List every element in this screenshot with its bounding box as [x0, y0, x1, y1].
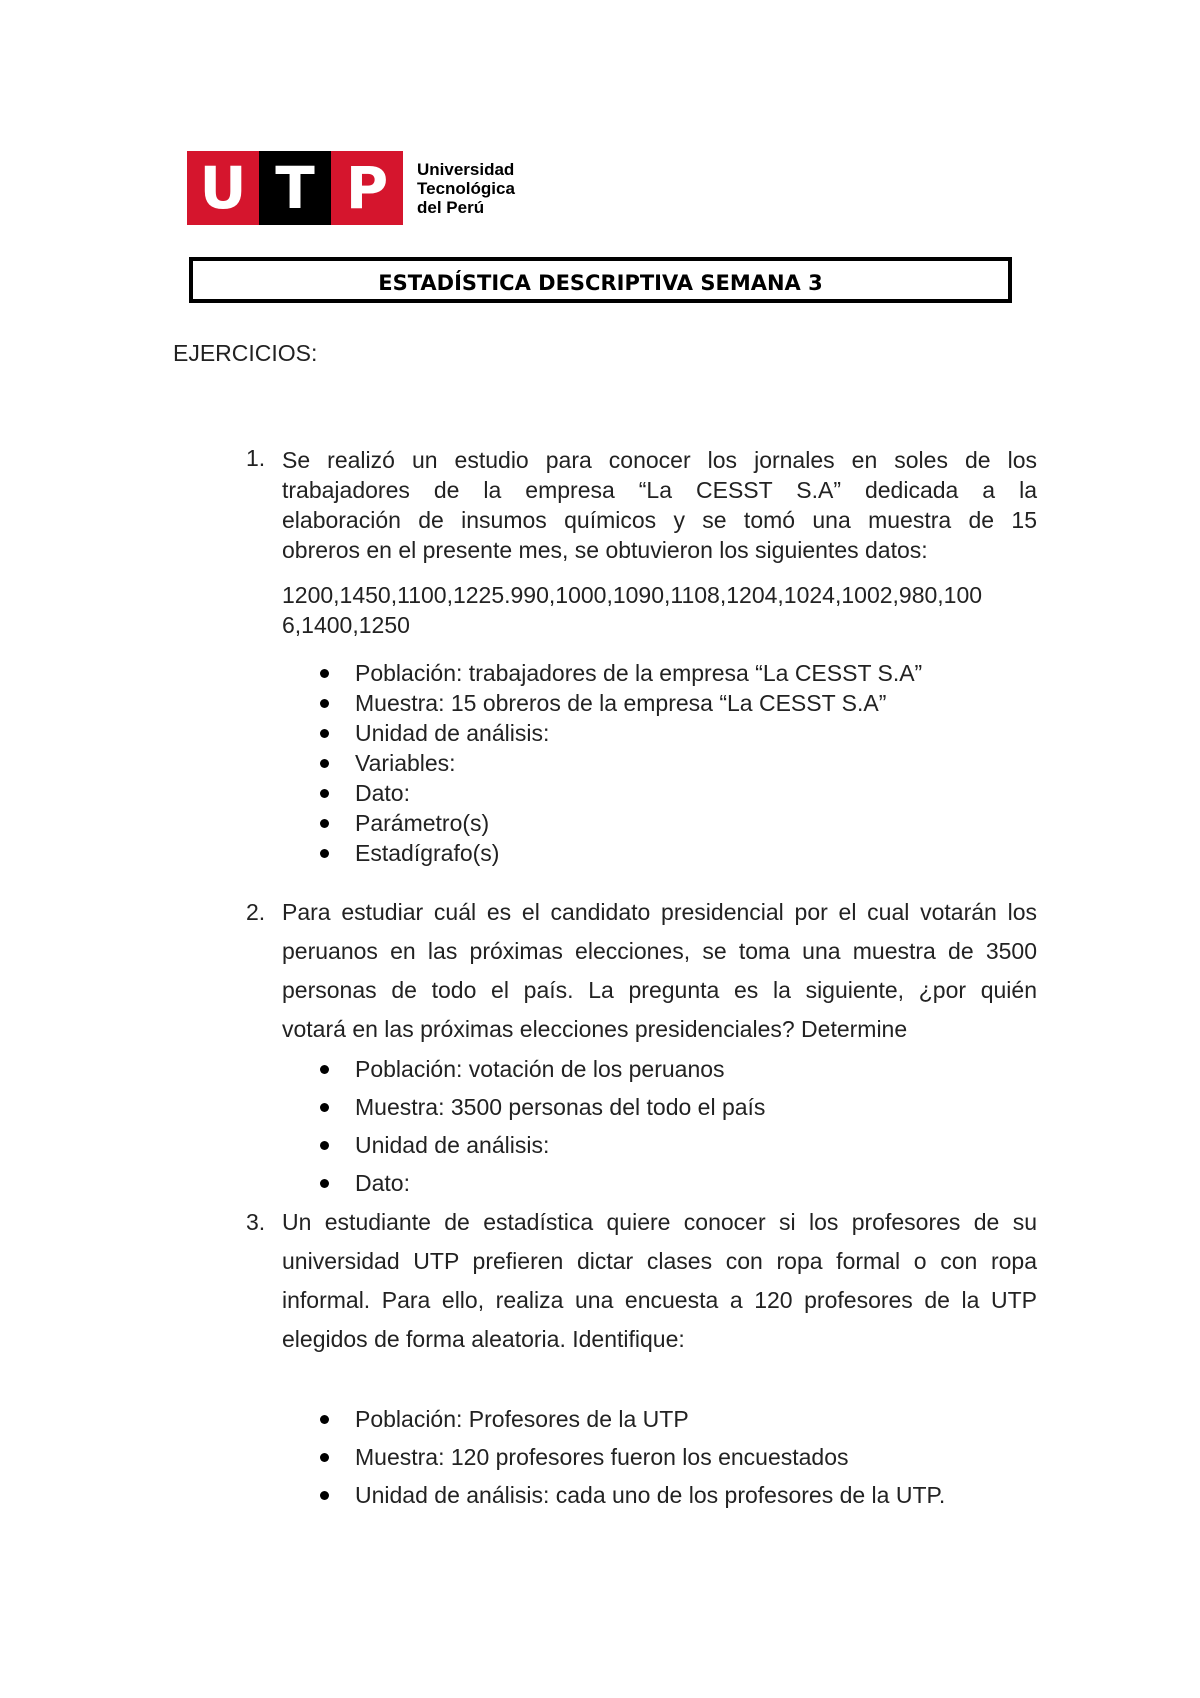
text-line: obreros en el presente mes, se obtuvieron los siguientes datos:: [282, 537, 928, 563]
exercise-2-text: [282, 893, 1037, 1049]
list-item-text: Unidad de análisis: cada uno de los profesores de la UTP.: [355, 1482, 946, 1508]
bullet-icon: [320, 699, 329, 708]
text-line: Un estudiante de estadística quiere conocer si los profesores de su: [282, 1209, 1037, 1235]
bullet-icon: [320, 1179, 329, 1188]
logo-letter-t: T: [259, 151, 331, 225]
text-line: Para estudiar cuál es el candidato presidencial por el cual votarán los: [282, 899, 1037, 925]
text-line: elaboración de insumos químicos y se tomó una muestra de 15: [282, 507, 1037, 533]
bullet-icon: [320, 849, 329, 858]
logo-line: Universidad: [417, 159, 515, 179]
exercise-3-text: [282, 1203, 1037, 1359]
text-line: votará en las próximas elecciones presidenciales? Determine: [282, 1016, 908, 1042]
list-item: [282, 1050, 765, 1088]
exercise-2-bullets: [282, 1050, 765, 1202]
list-item: [282, 1164, 765, 1202]
exercise-3-bullets: [282, 1400, 945, 1514]
list-item: [282, 1476, 945, 1514]
list-item: [282, 748, 922, 778]
logo-letter-u: U: [187, 151, 259, 225]
bullet-icon: [320, 789, 329, 798]
bullet-icon: [320, 1141, 329, 1150]
text-line: Se realizó un estudio para conocer los jornales en soles de los: [282, 447, 1037, 473]
exercise-number-2: 2.: [246, 899, 266, 925]
bullet-icon: [320, 1491, 329, 1500]
list-item-text: Dato:: [355, 780, 410, 806]
utp-logo: [187, 151, 515, 225]
list-item: [282, 658, 922, 688]
text-line: elegidos de forma aleatoria. Identifique:: [282, 1326, 685, 1352]
list-item: [282, 1400, 945, 1438]
exercise-number-1: 1.: [246, 445, 266, 471]
text-line: universidad UTP prefieren dictar clases con ropa formal o con ropa: [282, 1248, 1037, 1274]
list-item-text: Variables:: [355, 750, 456, 776]
bullet-icon: [320, 1415, 329, 1424]
bullet-icon: [320, 759, 329, 768]
logo-line: del Perú: [417, 197, 485, 217]
list-item-text: Estadígrafo(s): [355, 840, 500, 866]
list-item: [282, 1438, 945, 1476]
page-title: ESTADÍSTICA DESCRIPTIVA SEMANA 3: [378, 271, 823, 295]
list-item: [282, 838, 922, 868]
list-item: [282, 808, 922, 838]
title-box: [189, 257, 1012, 303]
list-item-text: Población: trabajadores de la empresa “La CESST S.A”: [355, 660, 923, 686]
list-item: [282, 1126, 765, 1164]
bullet-icon: [320, 819, 329, 828]
logo-line: Tecnológica: [417, 178, 515, 198]
logo-wordmark: [417, 160, 515, 217]
text-line: personas de todo el país. La pregunta es la siguiente, ¿por quién: [282, 977, 1037, 1003]
list-item-text: Muestra: 15 obreros de la empresa “La CESST S.A”: [355, 690, 887, 716]
list-item-text: Muestra: 3500 personas del todo el país: [355, 1094, 766, 1120]
list-item-text: Unidad de análisis:: [355, 720, 550, 746]
list-item-text: Población: Profesores de la UTP: [355, 1406, 689, 1432]
bullet-icon: [320, 669, 329, 678]
bullet-icon: [320, 1103, 329, 1112]
text-line: informal. Para ello, realiza una encuesta a 120 profesores de la UTP: [282, 1287, 1037, 1313]
exercise-number-3: 3.: [246, 1209, 266, 1235]
list-item-text: Dato:: [355, 1170, 410, 1196]
data-line: 1200,1450,1100,1225.990,1000,1090,1108,1204,1024,1002,980,100: [282, 582, 983, 608]
list-item: [282, 718, 922, 748]
list-item-text: Parámetro(s): [355, 810, 490, 836]
bullet-icon: [320, 729, 329, 738]
list-item-text: Población: votación de los peruanos: [355, 1056, 725, 1082]
list-item-text: Muestra: 120 profesores fueron los encuestados: [355, 1444, 849, 1470]
exercise-1-bullets: [282, 658, 922, 868]
list-item-text: Unidad de análisis:: [355, 1132, 550, 1158]
list-item: [282, 778, 922, 808]
logo-letter-p: P: [331, 151, 403, 225]
text-line: peruanos en las próximas elecciones, se toma una muestra de 3500: [282, 938, 1037, 964]
bullet-icon: [320, 1065, 329, 1074]
text-line: trabajadores de la empresa “La CESST S.A” dedicada a la: [282, 477, 1037, 503]
bullet-icon: [320, 1453, 329, 1462]
list-item: [282, 688, 922, 718]
list-item: [282, 1088, 765, 1126]
exercise-1-data: [282, 580, 1037, 640]
section-label: EJERCICIOS:: [173, 340, 318, 366]
exercise-1-text: [282, 445, 1037, 565]
data-line: 6,1400,1250: [282, 612, 410, 638]
